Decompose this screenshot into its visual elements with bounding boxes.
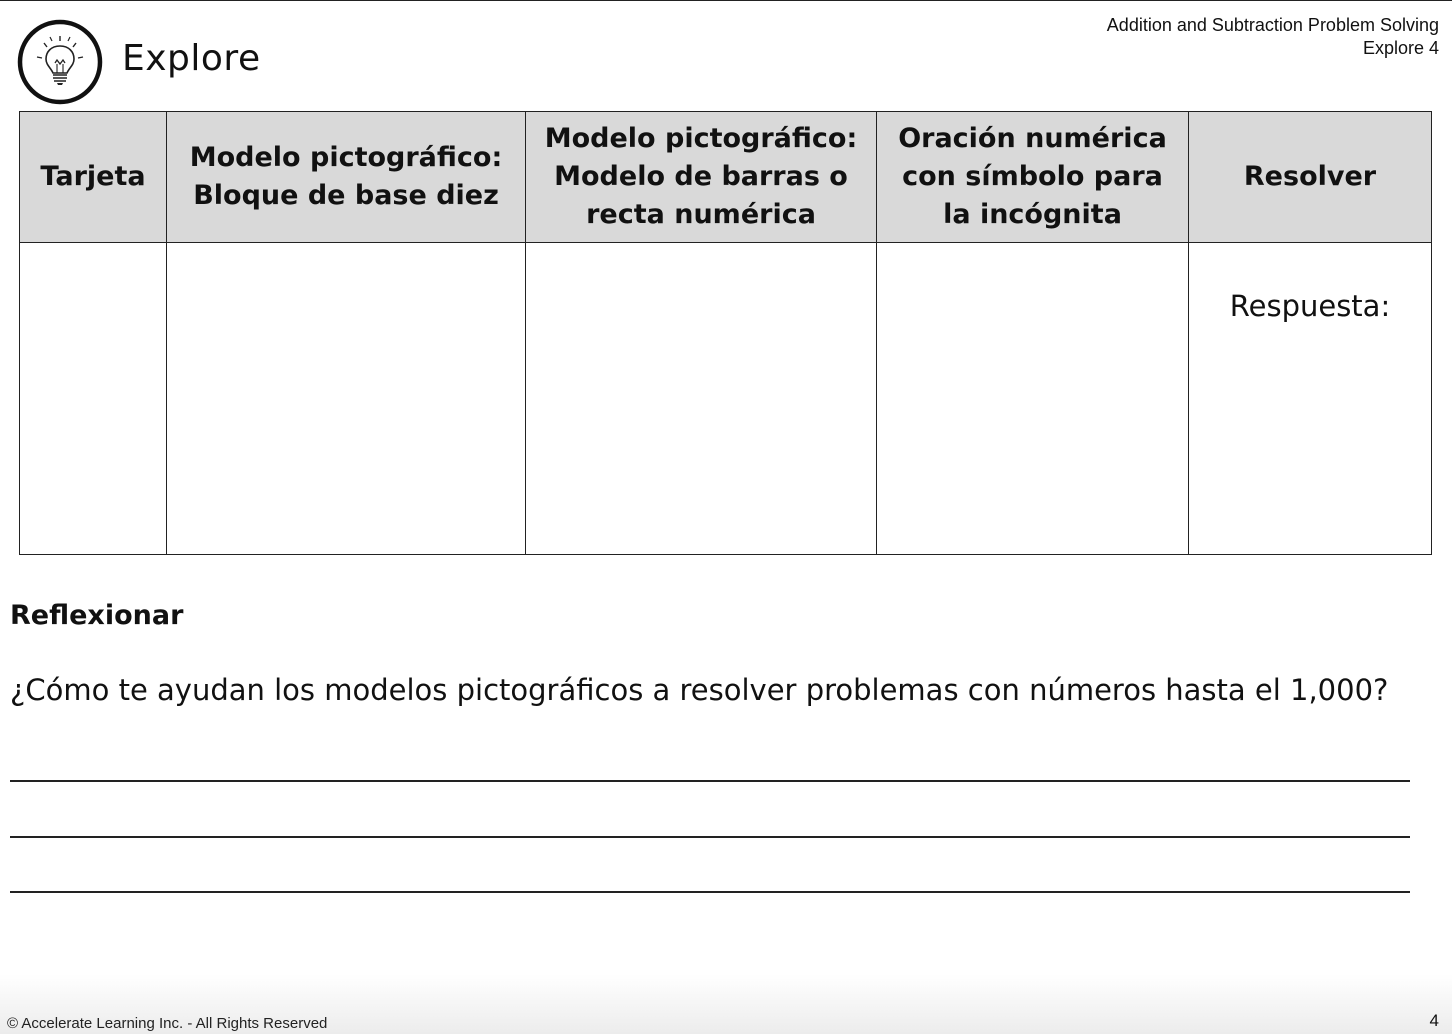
column-header-number-sentence: Oración numérica con símbolo para la incógnita (877, 112, 1189, 243)
section-title: Explore (122, 38, 261, 79)
cell-number-sentence[interactable] (877, 243, 1189, 555)
answer-line[interactable] (10, 836, 1410, 838)
reflect-heading: Reflexionar (10, 600, 184, 631)
lightbulb-icon (16, 18, 104, 106)
table-header-row (20, 112, 1432, 243)
cell-resolver[interactable] (1189, 243, 1432, 555)
table-row (20, 243, 1432, 555)
document-subtitle: Explore 4 (1362, 38, 1439, 58)
top-rule (0, 0, 1452, 1)
cell-base-ten-model[interactable] (167, 243, 526, 555)
worksheet-table (19, 111, 1432, 555)
cell-bar-or-number-line-model[interactable] (526, 243, 877, 555)
answer-label: Respuesta: (1229, 289, 1391, 323)
footer-copyright: © Accelerate Learning Inc. - All Rights Reserved (7, 1015, 328, 1032)
document-title: Addition and Subtraction Problem Solving (1106, 15, 1439, 35)
column-header-bar-or-number-line-model: Modelo pictográfico: Modelo de barras o recta numérica (526, 112, 877, 243)
page-number: 4 (1429, 1011, 1439, 1030)
answer-line[interactable] (10, 780, 1410, 782)
column-header-tarjeta: Tarjeta (20, 112, 167, 243)
reflect-question: ¿Cómo te ayudan los modelos pictográficos a resolver problemas con números hasta el 1,000? (10, 673, 1389, 707)
answer-line[interactable] (10, 891, 1410, 893)
document-header (1107, 14, 1439, 60)
column-header-base-ten-model: Modelo pictográfico: Bloque de base diez (167, 112, 526, 243)
column-header-resolver: Resolver (1189, 112, 1432, 243)
cell-tarjeta[interactable] (20, 243, 167, 555)
